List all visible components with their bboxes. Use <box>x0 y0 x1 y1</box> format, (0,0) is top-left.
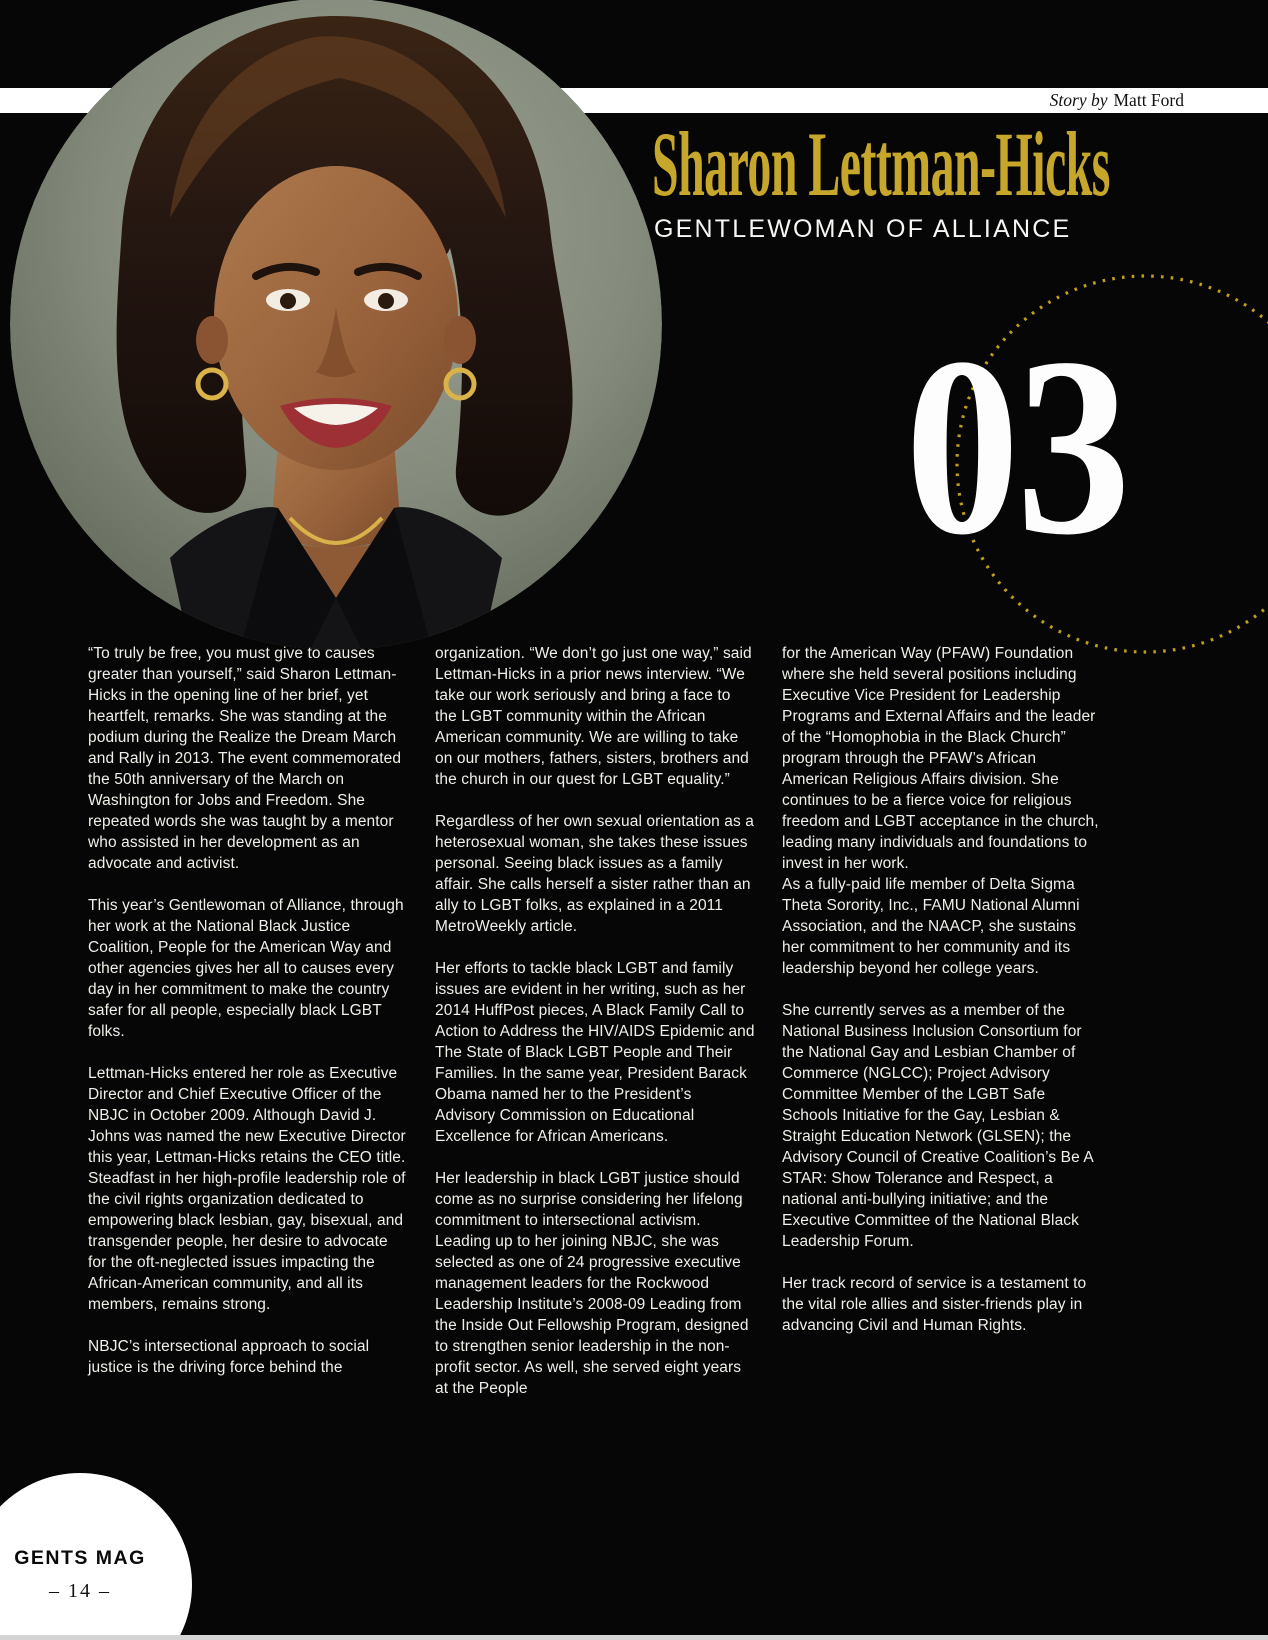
ear-left <box>196 316 228 364</box>
body-paragraph: organization. “We don’t go just one way,” said Lettman-Hicks in a prior news interview. “We take our work seriously and bring a face to the LGBT community within the African American community. We are willing to take on our mothers, fathers, sisters, brothers and the church in our quest for LGBT equality.” <box>435 645 752 788</box>
body-paragraph: Lettman-Hicks entered her role as Executive Director and Chief Executive Officer of the NBJC in October 2009. Although David J. Johns was named the new Executive Director this year, Lettman-Hicks retains the CEO title. Steadfast in her high-profile leadership role of the civil rights organization dedicated to empowering black lesbian, gay, bisexual, and transgender people, her desire to advocate for the oft-neglected issues impacting the African-American community, and all its members, remains strong. <box>88 1065 406 1313</box>
page-title: Sharon Lettman-Hicks <box>652 113 1110 215</box>
text-column-3 <box>782 643 1102 1420</box>
body-paragraph: Regardless of her own sexual orientation as a heterosexual woman, she takes these issues personal. Seeing black issues as a family affair. She calls herself a sister rather than an ally to LGBT folks, as explained in a 2011 MetroWeekly article. <box>435 813 754 935</box>
body-paragraph: This year’s Gentlewoman of Alliance, through her work at the National Black Justice Coalition, People for the American Way and other agencies gives her all to causes every day in her commitment to make the country safer for all people, especially black LGBT folks. <box>88 897 404 1040</box>
body-paragraph: Her efforts to tackle black LGBT and family issues are evident in her writing, such as her 2014 HuffPost pieces, A Black Family Call to Action to Address the HIV/AIDS Epidemic and The State of Black LGBT People and Their Families. In the same year, President Barack Obama named her to the President’s Advisory Commission on Educational Excellence for African Americans. <box>435 960 755 1145</box>
article-body <box>88 643 1102 1420</box>
byline-author: Matt Ford <box>1113 90 1184 110</box>
bottom-edge-strip <box>0 1635 1268 1640</box>
body-paragraph: Her track record of service is a testament to the vital role allies and sister-friends play in advancing Civil and Human Rights. <box>782 1275 1087 1334</box>
body-paragraph: “To truly be free, you must give to causes greater than yourself,” said Sharon Lettman-Hicks in the opening line of her brief, yet heartfelt, remarks. She was standing at the podium during the Realize the Dream March and Rally in 2013. The event commemorated the 50th anniversary of the March on Washington for Jobs and Freedom. She repeated words she was taught by a mentor who assisted in her development as an advocate and activist. <box>88 645 402 872</box>
page-subtitle: GENTLEWOMAN OF ALLIANCE <box>654 215 1072 243</box>
magazine-name: GENTS MAG <box>14 1547 146 1569</box>
iris-right <box>378 293 394 309</box>
issue-number: 03 <box>905 306 1128 588</box>
body-paragraph: She currently serves as a member of the National Business Inclusion Consortium for the National Gay and Lesbian Chamber of Commerce (NGLCC); Project Advisory Committee Member of the LGBT Safe Schools Initiative for the Gay, Lesbian & Straight Education Network (GLSEN); the Advisory Council of Creative Coalition’s Be A STAR: Show Tolerance and Respect, a national anti-bullying initiative; and the Executive Committee of the National Black Leadership Forum. <box>782 1002 1093 1250</box>
body-paragraph: NBJC’s intersectional approach to social justice is the driving force behind the <box>88 1338 370 1376</box>
footer-badge <box>0 1473 192 1640</box>
ear-right <box>444 316 476 364</box>
iris-left <box>280 293 296 309</box>
body-paragraph: As a fully-paid life member of Delta Sigma Theta Sorority, Inc., FAMU National Alumni Association, and the NAACP, she sustains her commitment to her community and its leadership beyond her college years. <box>782 876 1080 977</box>
portrait-illustration <box>10 0 662 650</box>
body-paragraph: for the American Way (PFAW) Foundation where she held several positions including Executive Vice President for Leadership Programs and External Affairs and the leader of the “Homophobia in the Black Church” program through the PFAW’s African American Religious Affairs division. She continues to be a fierce voice for religious freedom and LGBT acceptance in the church, leading many individuals and foundations to invest in her work. <box>782 645 1099 872</box>
text-column-2 <box>435 643 755 1420</box>
page-number: – 14 – <box>49 1580 111 1602</box>
portrait-photo <box>10 0 662 650</box>
byline-prefix: Story by <box>1049 90 1108 110</box>
text-column-1 <box>88 643 408 1420</box>
article-header <box>652 113 1268 243</box>
body-paragraph: Her leadership in black LGBT justice should come as no surprise considering her lifelong commitment to intersectional activism. Leading up to her joining NBJC, she was selected as one of 24 progressive executive management leaders for the Rockwood Leadership Institute’s 2008-09 Leading from the Inside Out Fellowship Program, designed to strengthen senior leadership in the non-profit sector. As well, she served eight years at the People <box>435 1170 749 1397</box>
